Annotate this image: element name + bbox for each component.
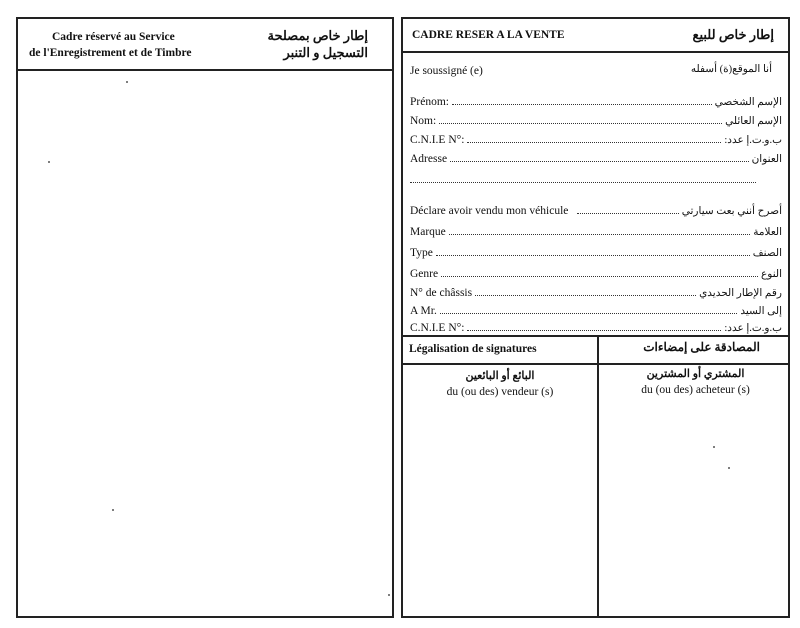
sale-declaration-box: [401, 17, 790, 618]
field-label-fr: Marque: [410, 226, 446, 238]
fill-line: [467, 142, 721, 143]
signature-section-divider: [403, 335, 788, 337]
field-type[interactable]: [410, 243, 782, 259]
intro-ar: أنا الموقع(ة) أسفله: [690, 64, 772, 75]
field-cnie-seller[interactable]: [410, 130, 782, 146]
scan-speck: [713, 446, 715, 448]
fill-line: [436, 255, 750, 256]
left-title-ar-line1: إطار خاص بمصلحة: [267, 28, 368, 43]
fill-line: [452, 104, 712, 105]
field-label-ar: رقم الإطار الحديدي: [699, 288, 782, 299]
buyer-signature-label-ar: المشتري أو المشترين: [646, 368, 745, 380]
field-label-ar: العلامة: [753, 227, 782, 238]
field-prenom[interactable]: [410, 92, 782, 108]
field-label-fr: C.N.I.E N°:: [410, 322, 465, 334]
seller-signature-label-ar: البائع أو البائعين: [465, 370, 535, 382]
fill-line: [449, 234, 751, 235]
legalisation-title-ar: المصادقة على إمضاءات: [643, 340, 760, 354]
legalisation-title-fr: Légalisation de signatures: [409, 343, 537, 355]
fill-line: [475, 295, 696, 296]
seller-signature-label-fr: du (ou des) vendeur (s): [446, 386, 554, 398]
field-label-ar: الإسم الشخصي: [714, 97, 782, 108]
field-label-ar: الصنف: [752, 248, 782, 259]
field-adresse[interactable]: [410, 149, 782, 165]
fill-line: [450, 161, 749, 162]
left-title-fr-line1: Cadre réservé au Service: [52, 31, 175, 43]
field-label-fr: Genre: [410, 268, 439, 280]
fill-line: [410, 182, 756, 183]
registration-service-box: [16, 17, 394, 618]
field-cnie-buyer[interactable]: [410, 318, 782, 334]
intro-fr: Je soussigné (e): [410, 65, 483, 77]
field-label-ar: ب.و.ت.إ عدد:: [724, 323, 782, 334]
field-marque[interactable]: [410, 222, 782, 238]
field-label-fr: Nom:: [410, 115, 437, 127]
left-header-divider: [18, 69, 392, 71]
field-label-fr: C.N.I.E N°:: [410, 134, 465, 146]
right-header-divider: [403, 51, 788, 53]
field-buyer-name[interactable]: [410, 301, 782, 317]
field-label-fr: N° de châssis: [410, 287, 473, 299]
field-label-fr: Prénom:: [410, 96, 449, 108]
field-label-ar: العنوان: [751, 154, 782, 165]
fill-line: [441, 276, 758, 277]
field-label-fr: Adresse: [410, 153, 448, 165]
field-label-ar: النوع: [761, 269, 782, 280]
scan-speck: [388, 594, 390, 596]
declare-fr: Déclare avoir vendu mon véhicule: [410, 205, 569, 217]
field-adresse-continued[interactable]: [410, 170, 756, 186]
field-genre[interactable]: [410, 264, 782, 280]
signature-header-divider: [403, 363, 788, 365]
fill-line: [440, 313, 737, 314]
field-label-fr: A Mr.: [410, 305, 437, 317]
scan-speck: [728, 467, 730, 469]
scan-speck: [126, 81, 128, 83]
fill-line: [439, 123, 722, 124]
field-label-ar: إلى السيد: [740, 306, 782, 317]
field-chassis[interactable]: [410, 283, 782, 299]
right-title-ar: إطار خاص للبيع: [692, 27, 774, 42]
right-title-fr: CADRE RESER A LA VENTE: [412, 29, 565, 41]
left-title-ar-line2: التسجيل و التنبر: [283, 45, 368, 60]
field-label-ar: الإسم العائلي: [725, 116, 782, 127]
field-label-fr: Type: [410, 247, 433, 259]
declare-ar: أصرح أنني بعت سيارتي: [681, 206, 782, 217]
declare-row[interactable]: [410, 201, 782, 217]
fill-line: [577, 213, 678, 214]
buyer-signature-label-fr: du (ou des) acheteur (s): [641, 384, 750, 396]
fill-line: [467, 330, 721, 331]
scan-speck: [112, 509, 114, 511]
left-title-fr-line2: de l'Enregistrement et de Timbre: [29, 47, 192, 59]
scan-speck: [48, 161, 50, 163]
field-nom[interactable]: [410, 111, 782, 127]
field-label-ar: ب.و.ت.إ عدد:: [724, 135, 782, 146]
